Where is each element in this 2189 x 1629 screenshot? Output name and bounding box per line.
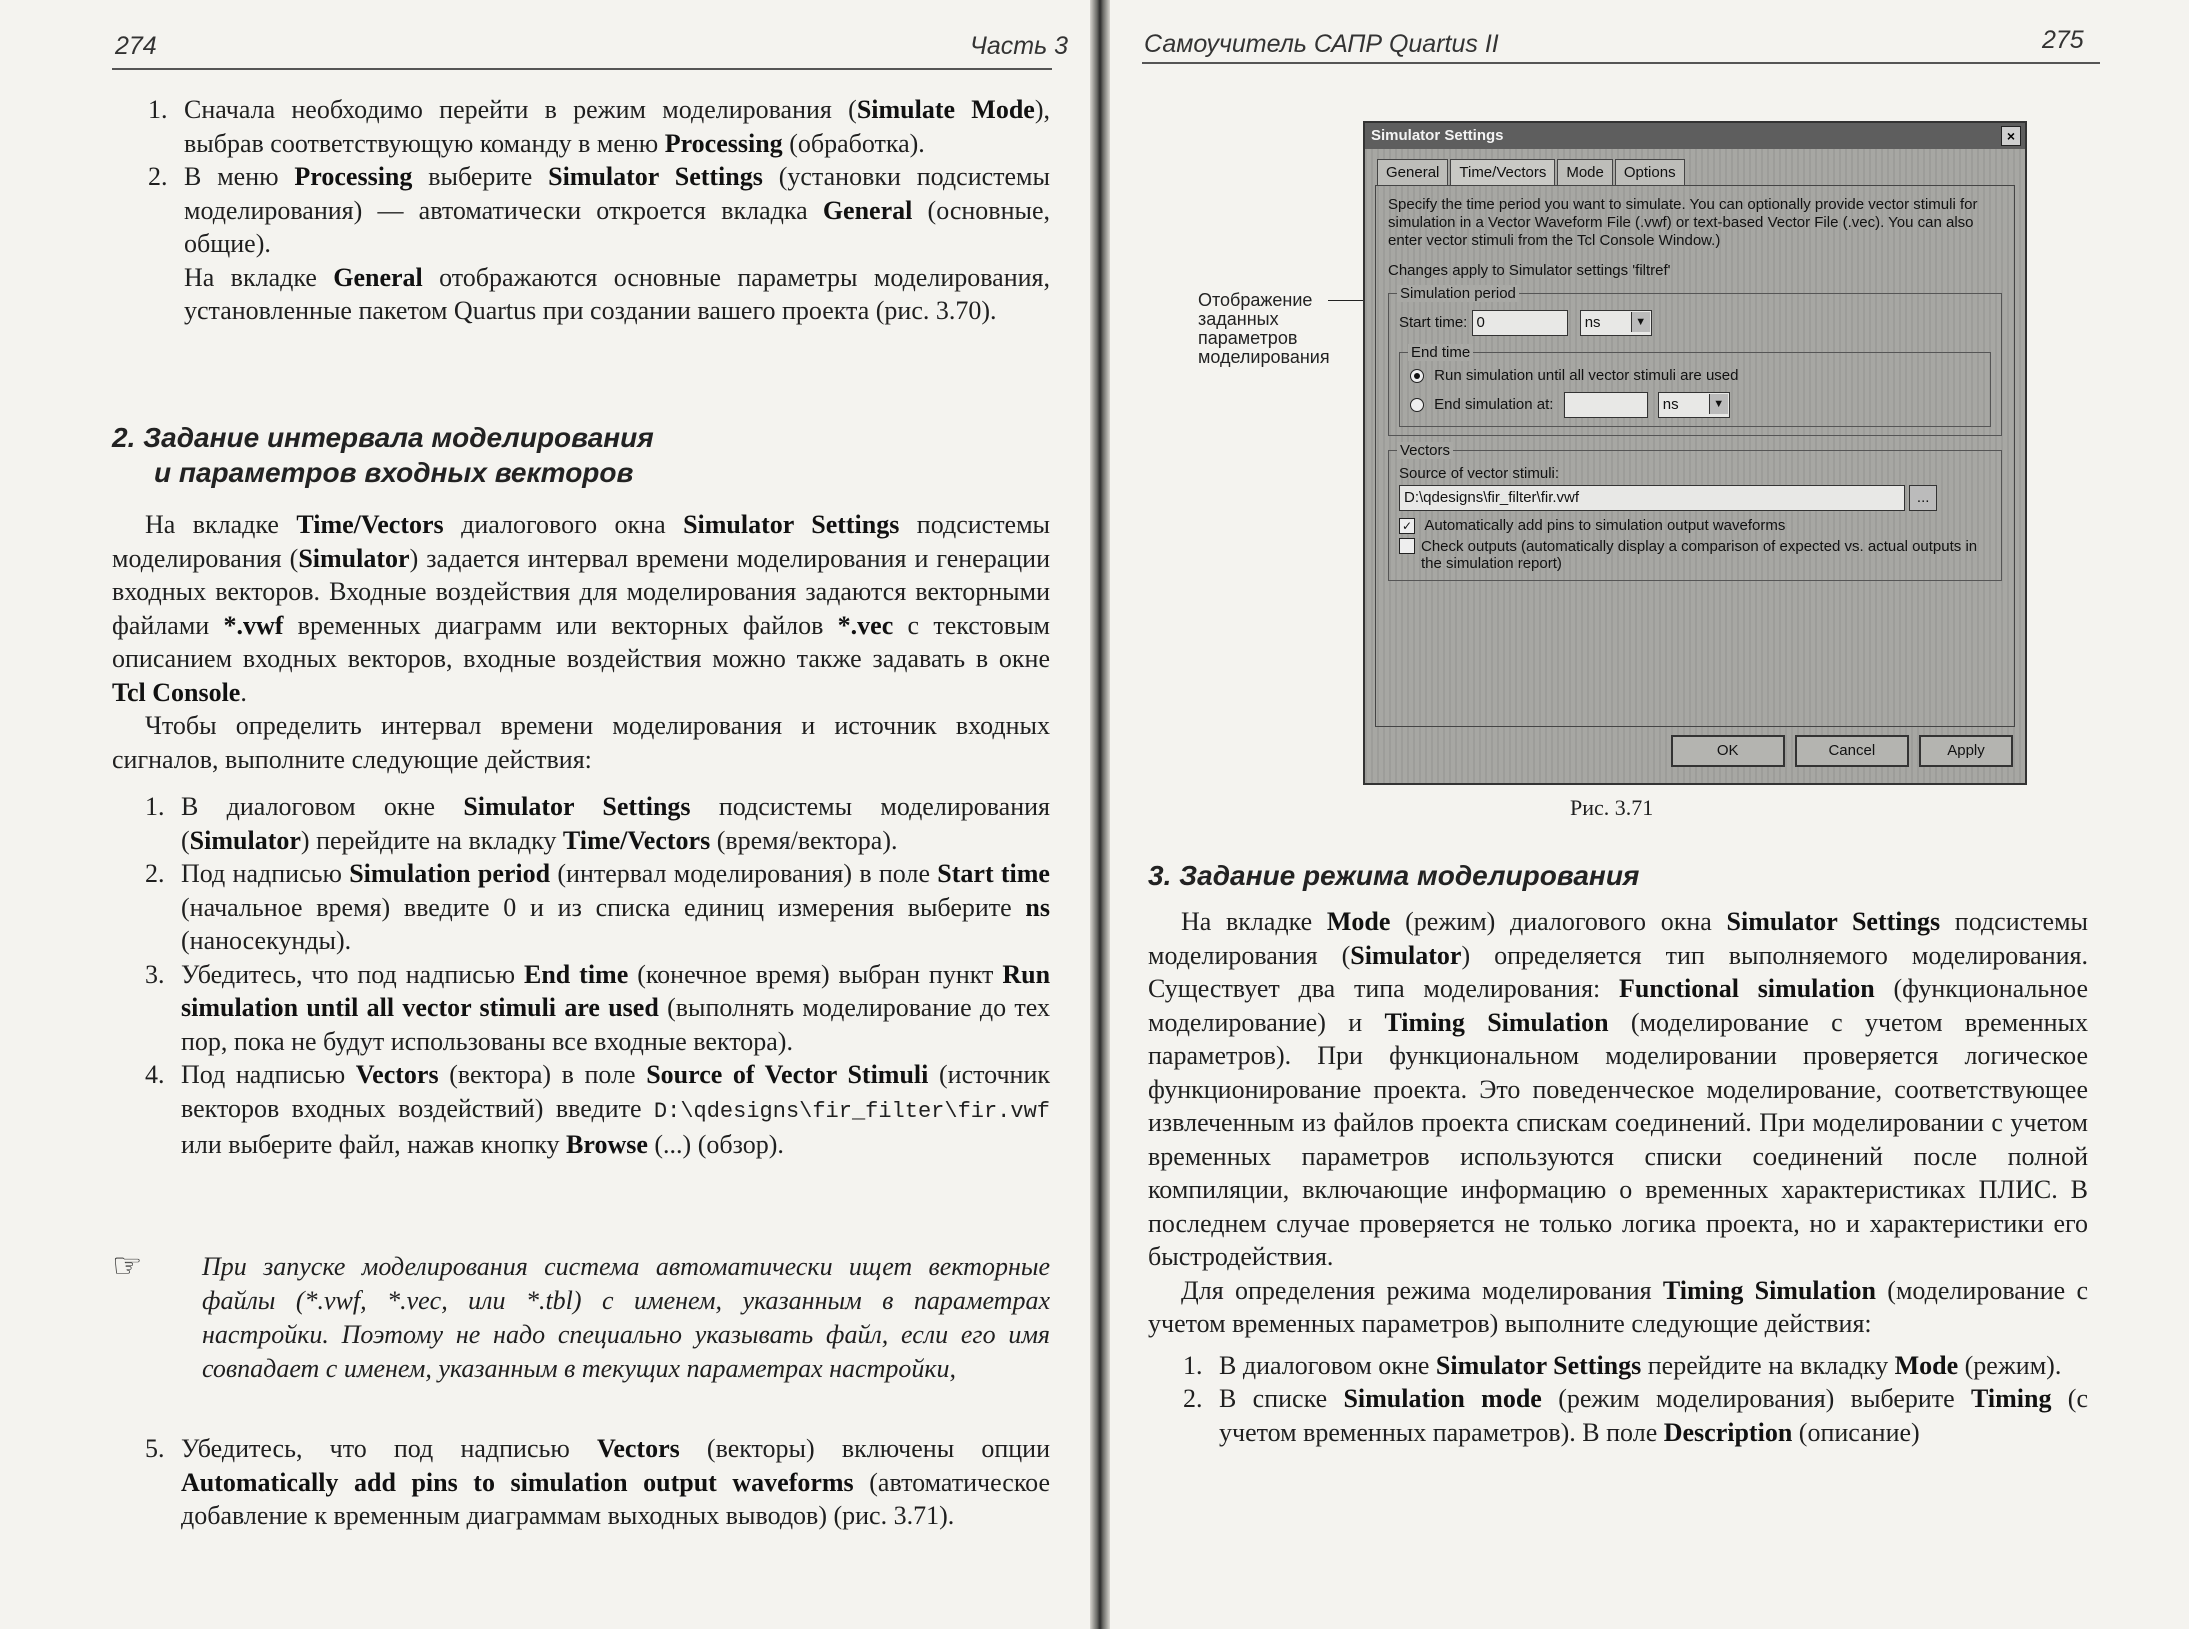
bold-term: *.vwf xyxy=(223,610,284,640)
text-run: (моделирование с учетом временных параметров). При функциональном моделировании проверяется логическое функционирование проекта. Это поведенческое моделирование, соответствующее извлеченным из файлов проекта спискам соединений. При моделировании с учетом временных параметров используются списки соединений после полной компиляции, включающие информацию о временных характеристиках ПЛИС. В последнем случае проверяется не только логика проекта, но и характеристики его быстродействия. xyxy=(1148,1007,2088,1271)
list-item-number: 1. xyxy=(148,95,168,124)
left-text-block-a xyxy=(148,93,1050,328)
bold-term: Tcl Console xyxy=(112,677,241,707)
list-item-number: 2. xyxy=(145,859,165,888)
list-item xyxy=(1183,1382,2088,1449)
bold-term: Time/Vectors xyxy=(296,510,444,539)
bold-term: Simulate Mode xyxy=(856,95,1035,124)
dialog-button-row xyxy=(1365,727,2025,767)
text-run: Убедитесь, что под надписью xyxy=(181,959,524,989)
list-item xyxy=(148,93,1050,160)
simulation-period-label: Simulation period xyxy=(1397,285,1519,302)
text-run: (режим) диалогового окна xyxy=(1390,907,1727,936)
right-header-rule xyxy=(1142,62,2100,64)
tab-general[interactable]: General xyxy=(1377,159,1448,185)
list-item-text xyxy=(181,958,1050,1059)
book-spine xyxy=(1090,0,1110,1629)
apply-button[interactable]: Apply xyxy=(1919,735,2013,767)
start-time-unit-select[interactable]: ns ▼ xyxy=(1580,310,1652,336)
list-item-text xyxy=(181,1432,1050,1533)
section-2-heading-line2: и параметров входных векторов xyxy=(154,457,634,488)
bold-term: Functional simulation xyxy=(1619,974,1875,1003)
bold-term: Vectors xyxy=(596,1434,680,1463)
dialog-title: Simulator Settings xyxy=(1371,127,1504,144)
text-run: (конечное время) выбран пункт xyxy=(628,959,1003,989)
bold-term: Simulator Settings xyxy=(683,510,900,539)
text-run: (время/вектора). xyxy=(710,825,898,855)
text-run: отображаются основные параметры моделирования, установленные пакетом Quartus при создании вашего проекта (рис. 3.70). xyxy=(184,262,1050,325)
right-paragraph-1 xyxy=(1148,905,2088,1274)
list-item-text xyxy=(1219,1349,2088,1383)
text-run: с текстовым описанием входных векторов, входные воздействия можно также задавать в окне xyxy=(112,610,1051,673)
text-run: . xyxy=(240,677,247,707)
figure-callout: Отображение заданных параметров моделирования xyxy=(1198,290,1330,367)
text-run: На вкладке xyxy=(145,510,297,539)
bold-term: Simulator xyxy=(189,825,301,855)
bold-term: Simulator xyxy=(298,543,410,573)
left-page-number: 274 xyxy=(115,32,157,60)
list-item xyxy=(145,857,1050,958)
chevron-down-icon: ▼ xyxy=(1709,394,1728,414)
checkbox-check-outputs[interactable]: Check outputs (automatically display a comparison of expected vs. actual outputs in the simulation report) xyxy=(1399,538,1991,572)
cancel-button[interactable]: Cancel xyxy=(1795,735,1909,767)
bold-term: Simulation period xyxy=(349,859,551,888)
left-text-block-c xyxy=(145,790,1050,1162)
text-run: В диалоговом окне xyxy=(1219,1350,1436,1380)
text-run: На вкладке xyxy=(1181,907,1327,936)
text-run: (режим). xyxy=(1958,1350,2062,1380)
right-running-head: Самоучитель САПР Quartus II xyxy=(1144,30,1499,58)
list-item-text xyxy=(181,1058,1050,1162)
list-item-text xyxy=(181,857,1050,958)
text-run: На вкладке xyxy=(184,262,334,292)
left-text-block-b xyxy=(112,508,1050,776)
list-item-number: 4. xyxy=(145,1060,165,1089)
chevron-down-icon: ▼ xyxy=(1631,312,1650,332)
bold-term: Simulator Settings xyxy=(463,792,691,821)
text-run: (начальное время) введите 0 и из списка единиц измерения выберите xyxy=(181,892,1026,922)
bold-term: Simulator xyxy=(1350,940,1462,970)
bold-term: Simulator Settings xyxy=(548,162,763,191)
text-run: ) задается интервал времени моделирования и генерации входных векторов. Входные воздействия для моделирования задаются векторными файлами xyxy=(112,543,1051,640)
bold-term: Simulator Settings xyxy=(1435,1350,1642,1380)
pointing-hand-icon: ☞ xyxy=(112,1248,143,1285)
list-item-number: 5. xyxy=(145,1434,165,1463)
start-time-input[interactable]: 0 xyxy=(1472,310,1568,336)
checkbox-auto-add-pins[interactable]: ✓ Automatically add pins to simulation output waveforms xyxy=(1399,517,1991,534)
bold-term: *.vec xyxy=(837,610,894,640)
source-of-vector-stimuli-input[interactable]: D:\qdesigns\fir_filter\fir.vwf xyxy=(1399,485,1905,511)
note-text: При запуске моделирования система автоматически ищет векторные файлы (*.vwf, *.vec, или *.tbl) с именем, указанным в параметрах настройки. Поэтому не надо специально указывать файл, если его имя совпадает с именем, указанным в текущих параметрах настройки, xyxy=(202,1252,1050,1383)
text-run: (автоматическое добавление к временным диаграммам выходных выводов) (рис. 3.71). xyxy=(181,1467,1050,1530)
text-run: (источник векторов входных воздействий) введите xyxy=(181,1060,1050,1123)
simulator-settings-dialog xyxy=(1363,121,2027,785)
text-run: ) определяется тип выполняемого моделирования. Существует два типа моделирования: xyxy=(1148,940,2088,1003)
text-run: (режим моделирования) выберите xyxy=(1541,1384,1972,1413)
bold-term: Processing xyxy=(294,162,413,191)
list-item-number: 3. xyxy=(145,959,165,989)
right-text-block xyxy=(1148,858,2088,1449)
text-run: Чтобы определить интервал времени моделирования и источник входных сигналов, выполните следующие действия: xyxy=(112,711,1050,774)
text-run: (описание) xyxy=(1792,1417,1920,1447)
tab-panel-time-vectors xyxy=(1375,185,2015,727)
text-run: Под надписью xyxy=(181,859,350,888)
bold-term: Timing Simulation xyxy=(1662,1275,1876,1305)
text-run: (наносекунды). xyxy=(181,926,352,955)
bold-term: Browse xyxy=(566,1130,648,1159)
text-run: (функциональное моделирование) и xyxy=(1148,974,2088,1037)
text-run: (интервал моделирования) в поле xyxy=(550,859,938,888)
text-run: перейдите на вкладку xyxy=(1641,1350,1895,1380)
text-run: (основные, общие). xyxy=(184,195,1050,258)
dialog-description: Specify the time period you want to simulate. You can optionally provide vector stimuli for simulation in a Vector Waveform File (.vwf) or text-based Vector File (.vec). You can also enter vector stimuli from the Tcl Console Window.) xyxy=(1388,196,1978,249)
bold-term: Simulation mode xyxy=(1343,1384,1542,1413)
list-item-number: 2. xyxy=(148,162,168,191)
list-item xyxy=(145,790,1050,857)
radio-selected-icon xyxy=(1410,369,1424,383)
left-page xyxy=(0,0,1090,1629)
dialog-title-bar xyxy=(1365,123,2025,149)
text-run: подсистемы моделирования ( xyxy=(1148,907,2089,970)
changes-apply-label: Changes apply to Simulator settings 'filtref' xyxy=(1388,262,1671,279)
browse-button[interactable]: ... xyxy=(1909,485,1937,511)
text-run: подсистемы моделирования ( xyxy=(112,510,1051,573)
text-run: выберите xyxy=(412,162,549,191)
list-item-text xyxy=(1219,1382,2088,1449)
text-run: (обработка). xyxy=(782,128,925,158)
text-run: В списке xyxy=(1219,1384,1344,1413)
text-run: (установки подсистемы моделирования) — автоматически откроется вкладка xyxy=(184,162,1050,225)
bold-term: Timing Simulation xyxy=(1384,1007,1609,1037)
section-3-heading: 3. Задание режима моделирования xyxy=(1148,860,1640,891)
vectors-group xyxy=(1388,442,2002,581)
text-run: Под надписью xyxy=(181,1060,356,1089)
list-item-text xyxy=(184,93,1050,160)
text-run: (выполнять моделирование до тех пор, пока не будут использованы все входные вектора). xyxy=(181,993,1050,1056)
list-a xyxy=(148,93,1050,328)
list-right xyxy=(1148,1349,2088,1450)
list-item-text xyxy=(184,160,1050,328)
bold-term: Mode xyxy=(1326,907,1391,936)
bold-term: Description xyxy=(1663,1417,1793,1447)
bold-term: Source of Vector Stimuli xyxy=(646,1060,929,1089)
text-run: (вектора) в поле xyxy=(438,1060,647,1089)
note-block xyxy=(112,1250,1050,1386)
bold-term: ns xyxy=(1025,892,1050,922)
text-run: В диалоговом окне xyxy=(181,792,464,821)
bold-term: General xyxy=(822,195,913,225)
end-time-label: End time xyxy=(1408,344,1473,361)
checkbox-checked-icon: ✓ xyxy=(1399,518,1415,534)
bold-term: Mode xyxy=(1894,1350,1959,1380)
bold-term: Run simulation until all vector stimuli are used xyxy=(181,959,1051,1022)
bold-term: End time xyxy=(523,959,629,989)
source-of-vector-stimuli-label: Source of vector stimuli: xyxy=(1399,465,1560,482)
left-text-block-d xyxy=(145,1432,1050,1533)
start-time-label: Start time: xyxy=(1399,313,1468,331)
tab-mode[interactable]: Mode xyxy=(1557,159,1613,185)
left-header-rule xyxy=(112,68,1052,70)
list-item-number: 1. xyxy=(1183,1350,1203,1380)
list-item-subparagraph xyxy=(184,261,1050,328)
text-run: временных диаграмм или векторных файлов xyxy=(283,610,838,640)
bold-term: Vectors xyxy=(355,1060,439,1089)
bold-term: General xyxy=(333,262,423,292)
list-item-number: 1. xyxy=(145,792,165,821)
text-run: Убедитесь, что под надписью xyxy=(181,1434,597,1463)
ok-button[interactable]: OK xyxy=(1671,735,1785,767)
text-run: ), выбрав соответствующую команду в меню xyxy=(184,95,1051,158)
tab-options[interactable]: Options xyxy=(1615,159,1685,185)
list-b xyxy=(145,790,1050,1162)
bold-term: Timing xyxy=(1971,1384,2052,1413)
file-path: D:\qdesigns\fir_filter\fir.vwf xyxy=(653,1098,1050,1124)
list-item xyxy=(145,1058,1050,1162)
text-run: диалогового окна xyxy=(443,510,684,539)
close-icon[interactable]: × xyxy=(2001,126,2021,146)
list-item-text xyxy=(181,790,1050,857)
simulation-period-group xyxy=(1388,285,2002,436)
checkbox-unchecked-icon xyxy=(1399,538,1415,554)
right-page-number: 275 xyxy=(2042,26,2084,54)
radio-run-until-all[interactable]: Run simulation until all vector stimuli are used xyxy=(1410,367,1980,384)
radio-unselected-icon xyxy=(1410,398,1424,412)
list-item xyxy=(145,958,1050,1059)
tab-time-vectors[interactable]: Time/Vectors xyxy=(1450,159,1555,185)
text-run: или выберите файл, нажав кнопку xyxy=(181,1130,567,1159)
dialog-tabs xyxy=(1377,159,2025,185)
end-time-input[interactable] xyxy=(1564,392,1648,418)
end-time-group xyxy=(1399,344,1991,427)
bold-term: Automatically add pins to simulation output waveforms xyxy=(181,1467,854,1497)
left-paragraph-2 xyxy=(112,709,1050,776)
list-item xyxy=(1183,1349,2088,1383)
text-run: подсистемы моделирования ( xyxy=(181,792,1050,855)
text-run: (с учетом временных параметров). В поле xyxy=(1219,1384,2088,1447)
end-time-unit-select[interactable]: ns ▼ xyxy=(1658,392,1730,418)
bold-term: Start time xyxy=(937,859,1050,888)
bold-term: Simulator Settings xyxy=(1726,907,1941,936)
text-run: (векторы) включены опции xyxy=(679,1434,1050,1463)
bold-term: Time/Vectors xyxy=(562,825,711,855)
list-c xyxy=(145,1432,1050,1533)
left-paragraph-1 xyxy=(112,508,1050,709)
right-paragraph-2 xyxy=(1148,1274,2088,1341)
text-run: Для определения режима моделирования xyxy=(1181,1275,1663,1305)
list-item xyxy=(148,160,1050,328)
section-2-heading xyxy=(112,420,992,490)
text-run: В меню xyxy=(184,162,295,191)
text-run: (...) (обзор). xyxy=(647,1130,784,1159)
vectors-label: Vectors xyxy=(1397,442,1453,459)
text-run: Сначала необходимо перейти в режим моделирования ( xyxy=(184,95,857,124)
radio-end-simulation-at[interactable]: End simulation at: ns ▼ xyxy=(1410,392,1980,418)
text-run: (моделирование с учетом временных параметров) выполните следующие действия: xyxy=(1148,1275,2088,1338)
left-running-head: Часть 3 xyxy=(970,32,1069,60)
figure-caption: Рис. 3.71 xyxy=(1570,795,1654,820)
list-item xyxy=(145,1432,1050,1533)
list-item-number: 2. xyxy=(1183,1384,1203,1413)
section-2-heading-line1: 2. Задание интервала моделирования xyxy=(112,422,654,453)
bold-term: Processing xyxy=(664,128,783,158)
text-run: ) перейдите на вкладку xyxy=(300,825,563,855)
